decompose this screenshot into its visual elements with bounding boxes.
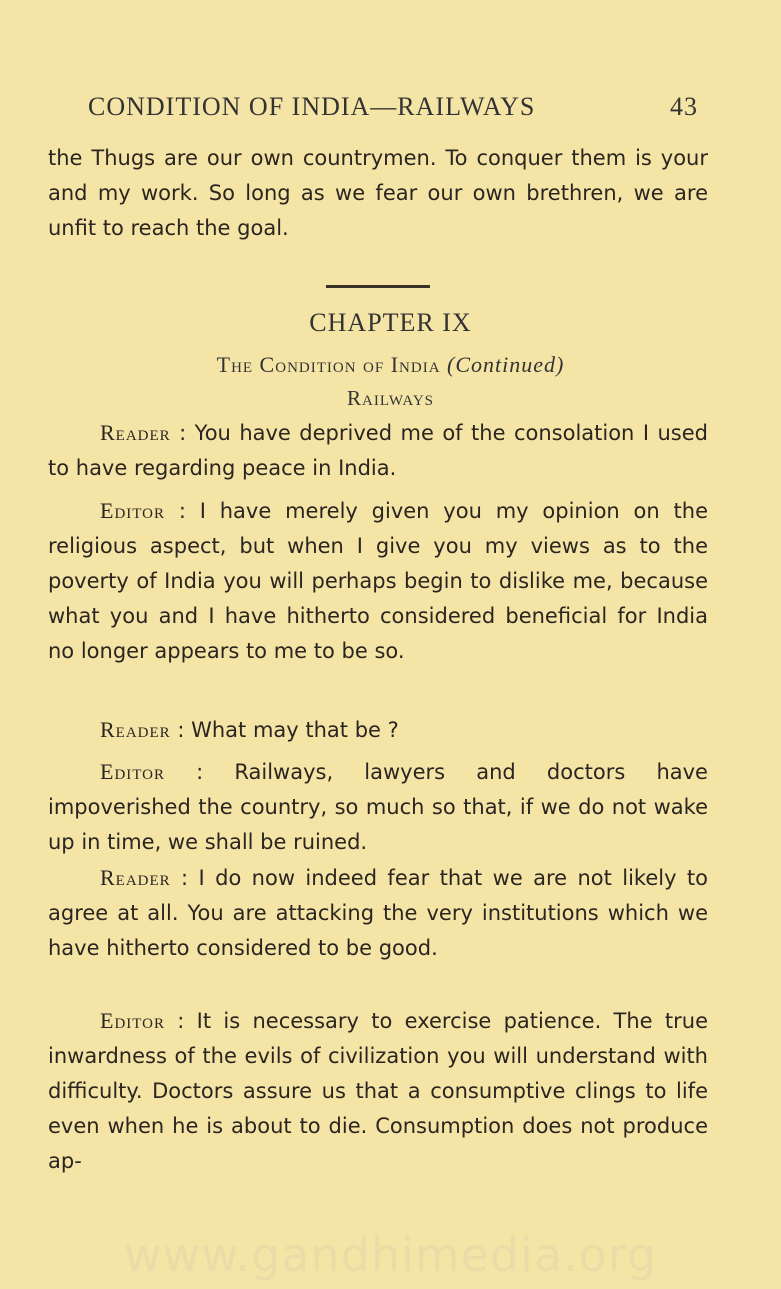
chapter-subtopic: Railways <box>346 386 434 410</box>
dialogue-text: I do now indeed fear that we are not likely to agree at all. You are attacking the very institutions which we have hitherto considered to be good. <box>48 866 708 960</box>
chapter-subtitle <box>0 352 781 378</box>
dialogue-paragraph <box>48 712 708 748</box>
watermark: www.gandhimedia.org <box>123 1228 658 1282</box>
dialogue-paragraph <box>48 493 708 669</box>
speaker-separator: : <box>165 499 200 523</box>
dialogue-text: You have deprived me of the consolation I used to have regarding peace in India. <box>48 421 708 480</box>
dialogue-text: Railways, lawyers and doctors have impoverished the country, so much so that, if we do not wake up in time, we shall be ruined. <box>48 760 708 854</box>
dialogue-paragraph <box>48 415 708 486</box>
speaker-label: Editor <box>100 498 165 523</box>
speaker-label: Reader <box>100 717 171 742</box>
dialogue-paragraph <box>48 754 708 860</box>
speaker-separator: : <box>170 421 195 445</box>
speaker-separator: : <box>165 1009 197 1033</box>
chapter-subtitle-main: The Condition of India <box>216 352 441 377</box>
carry-over-paragraph: the Thugs are our own countrymen. To conquer them is your and my work. So long as we fear our own brethren, we are unfit to reach the goal. <box>48 146 708 240</box>
section-divider <box>326 285 430 288</box>
dialogue-text: What may that be ? <box>191 718 399 742</box>
speaker-label: Reader <box>100 865 171 890</box>
chapter-subtitle-continued: (Continued) <box>447 352 565 377</box>
speaker-label: Reader <box>100 420 171 445</box>
running-head-title: CONDITION OF INDIA—RAILWAYS <box>88 92 536 121</box>
dialogue-text: I have merely given you my opinion on the religious aspect, but when I give you my views as to the poverty of India you will perhaps begin to dislike me, because what you and I have hitherto considered beneficial for India no longer appears to me to be so. <box>48 499 708 663</box>
speaker-separator: : <box>170 718 192 742</box>
dialogue-paragraph <box>48 1003 708 1179</box>
speaker-separator: : <box>165 760 235 784</box>
dialogue-text: It is necessary to exercise patience. The true inwardness of the evils of civilization you will understand with difficulty. Doctors assure us that a consumptive clings to life even when he is about to die. Consumption does not produce ap- <box>48 1009 708 1173</box>
speaker-label: Editor <box>100 759 165 784</box>
dialogue-paragraph <box>48 860 708 966</box>
chapter-heading: CHAPTER IX <box>309 308 472 337</box>
speaker-separator: : <box>170 866 199 890</box>
page-number: 43 <box>670 92 698 121</box>
speaker-label: Editor <box>100 1008 165 1033</box>
